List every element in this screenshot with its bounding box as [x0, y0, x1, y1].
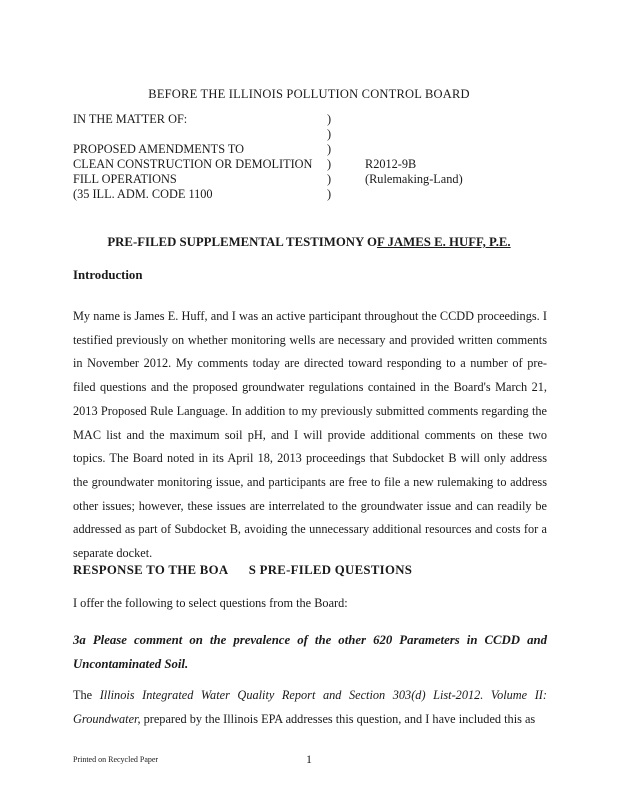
- caption-paren: ): [327, 112, 332, 126]
- caption-paren: ): [327, 127, 332, 141]
- response-text-1: The: [73, 688, 100, 702]
- caption-paren: ): [327, 142, 332, 156]
- caption-docket: [365, 157, 463, 187]
- caption-matter: [73, 112, 323, 202]
- title-prefix: PRE-FILED SUPPLEMENTAL TESTIMONY O: [107, 235, 377, 249]
- recycled-paper-note: Printed on Recycled Paper: [73, 755, 159, 764]
- caption-line: FILL OPERATIONS: [73, 172, 177, 186]
- offer-sentence: I offer the following to select questions from the Board:: [73, 596, 348, 610]
- docket-type: (Rulemaking-Land): [365, 172, 463, 186]
- docket-number: R2012-9B: [365, 157, 417, 171]
- caption-line: PROPOSED AMENDMENTS TO: [73, 142, 245, 156]
- testimony-title: [0, 235, 618, 250]
- caption-line: (35 ILL. ADM. CODE 1100: [73, 187, 213, 201]
- caption-paren: ): [327, 172, 332, 186]
- caption-paren: ): [327, 187, 332, 201]
- intro-paragraph: My name is James E. Huff, and I was an active participant throughout the CCDD proceedings. I testified previously on whether monitoring wells are necessary and provided written comments in November 2012. My comments today are directed toward responding to a number of pre-filed questions and the proposed groundwater regulations contained in the Board's March 21, 2013 Proposed Rule Language. In addition to my previously submitted comments regarding the MAC list and the maximum soil pH, and I will provide additional comments on these two topics. The Board noted in its April 18, 2013 proceedings that Subdocket B will only address the groundwater monitoring issue, and participants are free to file a new rulemaking to address other issues; however, these issues are interrelated to the groundwater issue and can readily be addressed as part of Subdocket B, avoiding the unnecessary additional resources and costs for a separate docket.: [73, 309, 547, 561]
- report-title: Illinois Integrated Water Quality Report and Section 303(d) List-2012. Volume II: Groundwater,: [73, 688, 547, 726]
- caption-parentheses: [327, 112, 331, 202]
- title-underlined: F JAMES E. HUFF, P.E.: [376, 235, 511, 249]
- response-heading-text: RESPONSE TO THE BOA S PRE-FILED QUESTIONS: [73, 563, 413, 577]
- introduction-heading: Introduction: [73, 268, 143, 282]
- caption-line: IN THE MATTER OF:: [73, 112, 188, 126]
- caption-paren: ): [327, 157, 332, 171]
- question-3a: 3a Please comment on the prevalence of the other 620 Parameters in CCDD and Uncontaminated Soil.: [73, 633, 547, 671]
- caption-line: [73, 127, 323, 142]
- response-text-2: prepared by the Illinois EPA addresses this question, and I have included this as: [140, 711, 536, 726]
- response-paragraph: [73, 684, 547, 731]
- board-heading: BEFORE THE ILLINOIS POLLUTION CONTROL BOARD: [148, 87, 470, 101]
- page-number: 1: [306, 752, 312, 766]
- response-heading: [73, 563, 412, 578]
- caption-line: CLEAN CONSTRUCTION OR DEMOLITION: [73, 157, 313, 171]
